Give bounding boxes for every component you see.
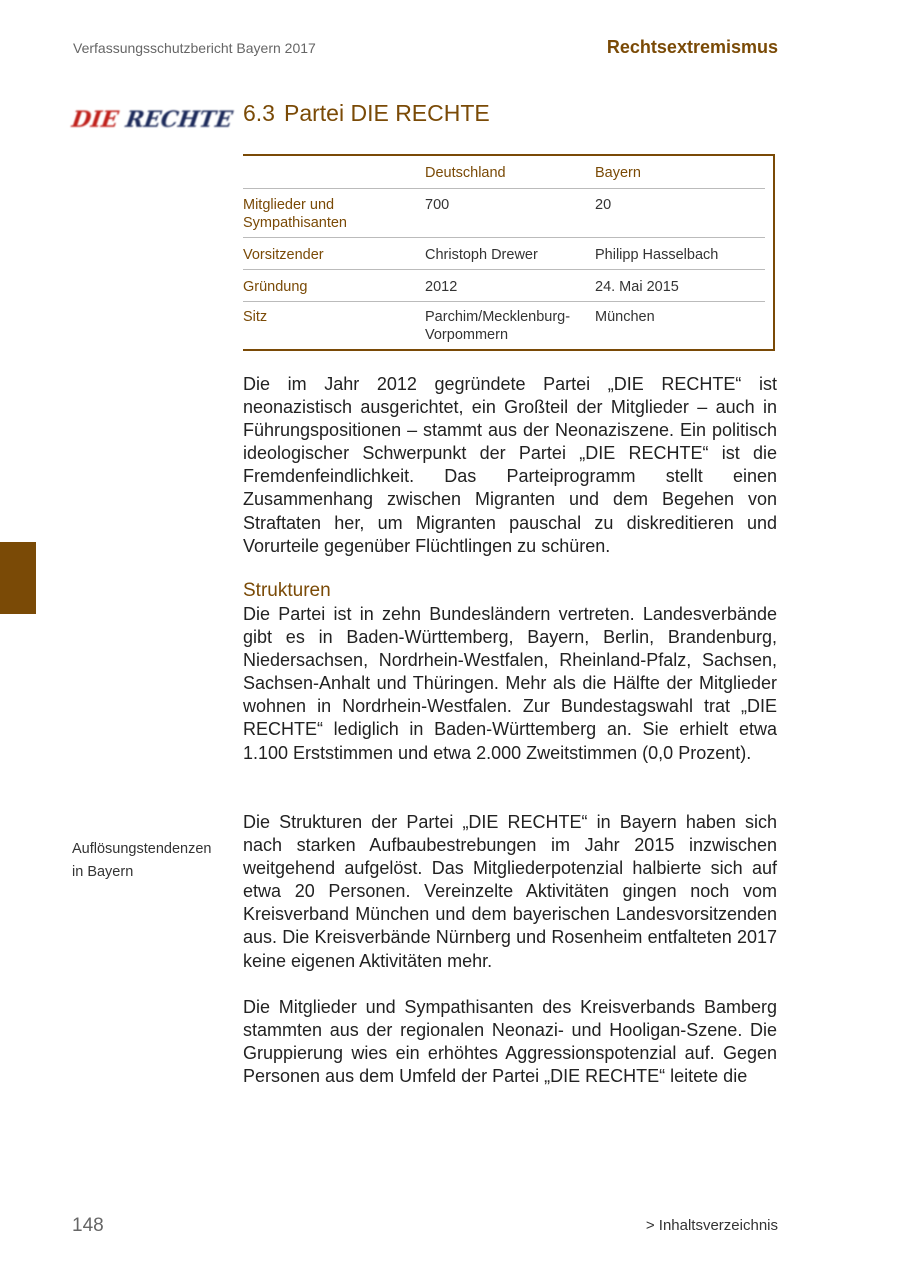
table-row: [243, 308, 765, 348]
section-title: Rechtsextremismus: [606, 37, 778, 57]
table-cell: 2012: [425, 279, 458, 295]
chapter-tab: [0, 542, 36, 614]
paragraph-bamberg: Die Mitglieder und Sympathisanten des Kreisverbands Bamberg stammten aus der regionalen Neonazi- und Hooligan-Szene. Die Gruppierung wies ein erhöhtes Aggressionspotenzial auf. Gegen Personen aus dem Umfeld der Partei „DIE RECHTE“ leitete die: [243, 997, 777, 1087]
section-heading: Partei DIE RECHTE: [283, 100, 490, 126]
paragraph-intro: Die im Jahr 2012 gegründete Partei „DIE RECHTE“ ist neonazistisch ausgerichtet, ein Großteil der Mitglieder – auch in Führungspositionen – stammt aus der Neonaziszene. Ein politisch ideologischer Schwerpunkt der Partei „DIE RECHTE“ ist die Fremdenfeindlichkeit. Das Parteiprogramm stellt einen Zusammenhang zwischen Migranten und dem Begehen von Straftaten her, um Migranten pauschal zu diskreditieren und Vorurteile gegenüber Flüchtlingen zu schüren.: [243, 374, 777, 556]
publication-title: Verfassungsschutzbericht Bayern 2017: [73, 40, 316, 56]
table-cell: Christoph Drewer: [425, 247, 538, 263]
paragraph-strukturen: Die Partei ist in zehn Bundesländern vertreten. Landesverbände gibt es in Baden-Württemberg, Bayern, Berlin, Brandenburg, Niedersachsen, Nordrhein-Westfalen, Rheinland-Pfalz, Sachsen, Sachsen-Anhalt und Thüringen. Mehr als die Hälfte der Mitglieder wohnen in Nordrhein-Westfalen. Zur Bundestagswahl trat „DIE RECHTE“ lediglich in Baden-Württemberg an. Sie erhielt etwa 1.100 Erststimmen und etwa 2.000 Zweitstimmen (0,0 Prozent).: [243, 604, 777, 763]
table-cell: 24. Mai 2015: [595, 279, 679, 295]
table-cell: München: [595, 309, 655, 325]
table-row: [243, 196, 765, 238]
table-cell: 20: [595, 197, 612, 213]
table-row-label: Vorsitzender: [243, 247, 324, 263]
paragraph-bayern: Die Strukturen der Partei „DIE RECHTE“ in Bayern haben sich nach starken Aufbaubestrebungen im Jahr 2015 inzwischen weitgehend aufgelöst. Das Mitgliederpotenzial halbierte sich auf etwa 20 Personen. Vereinzelte Aktivitäten gingen noch vom Kreisverband München und dem bayerischen Landesvorsitzenden aus. Die Kreisverbände Nürnberg und Rosenheim entfalteten 2017 keine eigenen Aktivitäten mehr.: [243, 812, 777, 971]
page-title: [243, 100, 490, 127]
table-header-cell: Bayern: [595, 165, 641, 181]
table-cell: 700: [425, 197, 450, 213]
table-cell: Parchim/Mecklenburg-Vorpommern: [425, 309, 571, 343]
facts-table: [243, 154, 775, 351]
toc-link[interactable]: > Inhaltsverzeichnis: [645, 1217, 778, 1234]
table-header-row: [243, 164, 765, 189]
table-header-cell: Deutschland: [425, 165, 506, 181]
table-row-label: Gründung: [243, 279, 308, 295]
margin-note: Auflösungstendenzen in Bayern: [72, 841, 212, 880]
table-row: [243, 246, 765, 270]
party-logo: DIE RECHTE: [70, 107, 235, 133]
table-cell: Philipp Hasselbach: [595, 247, 719, 263]
page-number: 148: [72, 1215, 104, 1236]
section-number: 6.3: [243, 100, 275, 126]
subheading-strukturen: Strukturen: [243, 580, 331, 601]
table-row-label: Mitglieder und Sympathisanten: [243, 197, 347, 231]
table-row-label: Sitz: [243, 309, 268, 325]
table-row: [243, 278, 765, 302]
